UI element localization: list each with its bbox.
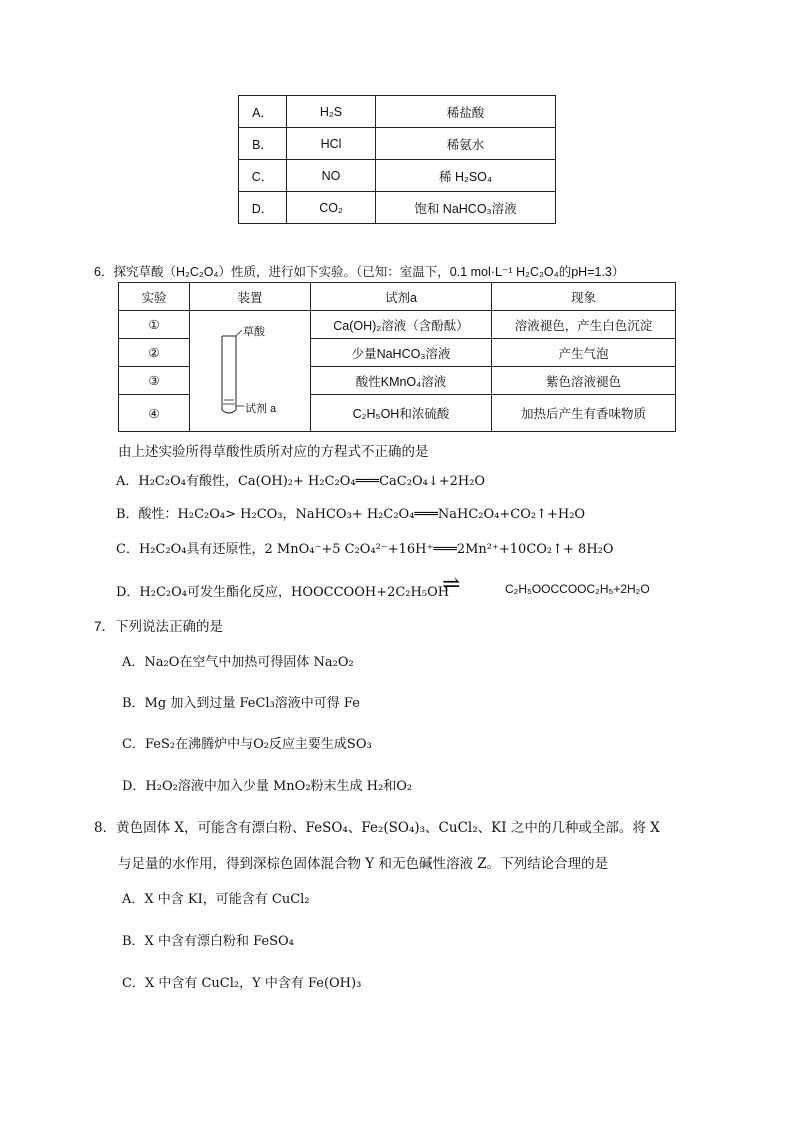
gas-cell: CO₂ (287, 192, 376, 224)
q6-option-d-product: C₂H₅OOCCOOC₂H₅+2H₂O (505, 582, 650, 596)
experiment-no: ① (119, 311, 190, 339)
q6-question: 由上述实验所得草酸性质所对应的方程式不正确的是 (118, 444, 429, 459)
gas-cell: H₂S (287, 96, 376, 128)
q8-option-b: B．X 中含有漂白粉和 FeSO₄ (122, 934, 294, 949)
options-table (238, 95, 556, 224)
reagent-cell: 酸性KMnO₄溶液 (311, 367, 492, 395)
q6-option-a: A．H₂C₂O₄有酸性，Ca(OH)₂+ H₂C₂O₄═══CaC₂O₄↓+2H₂O (116, 474, 486, 489)
header-reagent: 试剂a (311, 283, 492, 311)
reagent-cell: C₂H₅OH和浓硫酸 (311, 395, 492, 432)
q7-option-d: D．H₂O₂溶液中加入少量 MnO₂粉末生成 H₂和O₂ (122, 779, 413, 794)
gas-cell: NO (287, 160, 376, 192)
row-label: D． (239, 192, 287, 224)
header-experiment: 实验 (119, 283, 190, 311)
q8-option-c: C．X 中含有 CuCl₂，Y 中含有 Fe(OH)₃ (122, 976, 362, 991)
table-header-row (119, 283, 676, 311)
reagent-cell: 稀氨水 (376, 128, 556, 160)
result-cell: 溶液褪色，产生白色沉淀 (492, 311, 676, 339)
header-apparatus: 装置 (190, 283, 311, 311)
reagent-cell: 稀盐酸 (376, 96, 556, 128)
row-label: A． (239, 96, 287, 128)
reagent-cell: Ca(OH)₂溶液（含酚酞） (311, 311, 492, 339)
row-label: C． (239, 160, 287, 192)
table-row (239, 96, 556, 128)
q7-option-c: C．FeS₂在沸腾炉中与O₂反应主要生成SO₃ (122, 737, 372, 752)
apparatus-label-bottom: 试剂 a (245, 403, 277, 415)
q7-stem: 7．下列说法正确的是 (94, 619, 224, 634)
experiment-no: ④ (119, 395, 190, 432)
header-result: 现象 (492, 283, 676, 311)
row-label: B． (239, 128, 287, 160)
q7-option-b: B．Mg 加入到过量 FeCl₃溶液中可得 Fe (122, 696, 360, 711)
result-cell: 紫色溶液褪色 (492, 367, 676, 395)
apparatus-label-top: 草酸 (243, 326, 265, 338)
q6-option-c: C．H₂C₂O₄具有还原性，2 MnO₄⁻+5 C₂O₄²⁻+16H⁺═══2Mn²⁺+10CO₂↑+ 8H₂O (116, 542, 614, 557)
q8-option-a: A．X 中含 KI，可能含有 CuCl₂ (122, 892, 310, 907)
reagent-cell: 少量NaHCO₃溶液 (311, 339, 492, 367)
gas-cell: HCl (287, 128, 376, 160)
table-row (239, 192, 556, 224)
reagent-cell: 饱和 NaHCO₃溶液 (376, 192, 556, 224)
result-cell: 产生气泡 (492, 339, 676, 367)
result-cell: 加热后产生有香味物质 (492, 395, 676, 432)
table-row (239, 128, 556, 160)
equilibrium-arrow-icon: ⇌ (442, 572, 461, 597)
q6-option-b: B．酸性：H₂C₂O₄> H₂CO₃，NaHCO₃+ H₂C₂O₄═══NaHC₂O₄+CO₂↑+H₂O (116, 507, 586, 522)
table-row (239, 160, 556, 192)
q6-option-d: D．H₂C₂O₄可发生酯化反应，HOOCCOOH+2C₂H₅OH (116, 585, 450, 600)
experiment-no: ③ (119, 367, 190, 395)
q6-stem: 6．探究草酸（H₂C₂O₄）性质，进行如下实验。（已知：室温下，0.1 mol·L⁻¹ H₂C₂O₄的pH=1.3） (94, 265, 625, 279)
reagent-cell: 稀 H₂SO₄ (376, 160, 556, 192)
q8-stem-line2: 与足量的水作用，得到深棕色固体混合物 Y 和无色碱性溶液 Z。下列结论合理的是 (118, 856, 609, 872)
q8-stem-line1: 8．黄色固体 X，可能含有漂白粉、FeSO₄、Fe₂(SO₄)₃、CuCl₂、KI 之中的几种或全部。将 X (94, 820, 660, 836)
q7-option-a: A．Na₂O在空气中加热可得固体 Na₂O₂ (122, 655, 354, 670)
experiment-no: ② (119, 339, 190, 367)
